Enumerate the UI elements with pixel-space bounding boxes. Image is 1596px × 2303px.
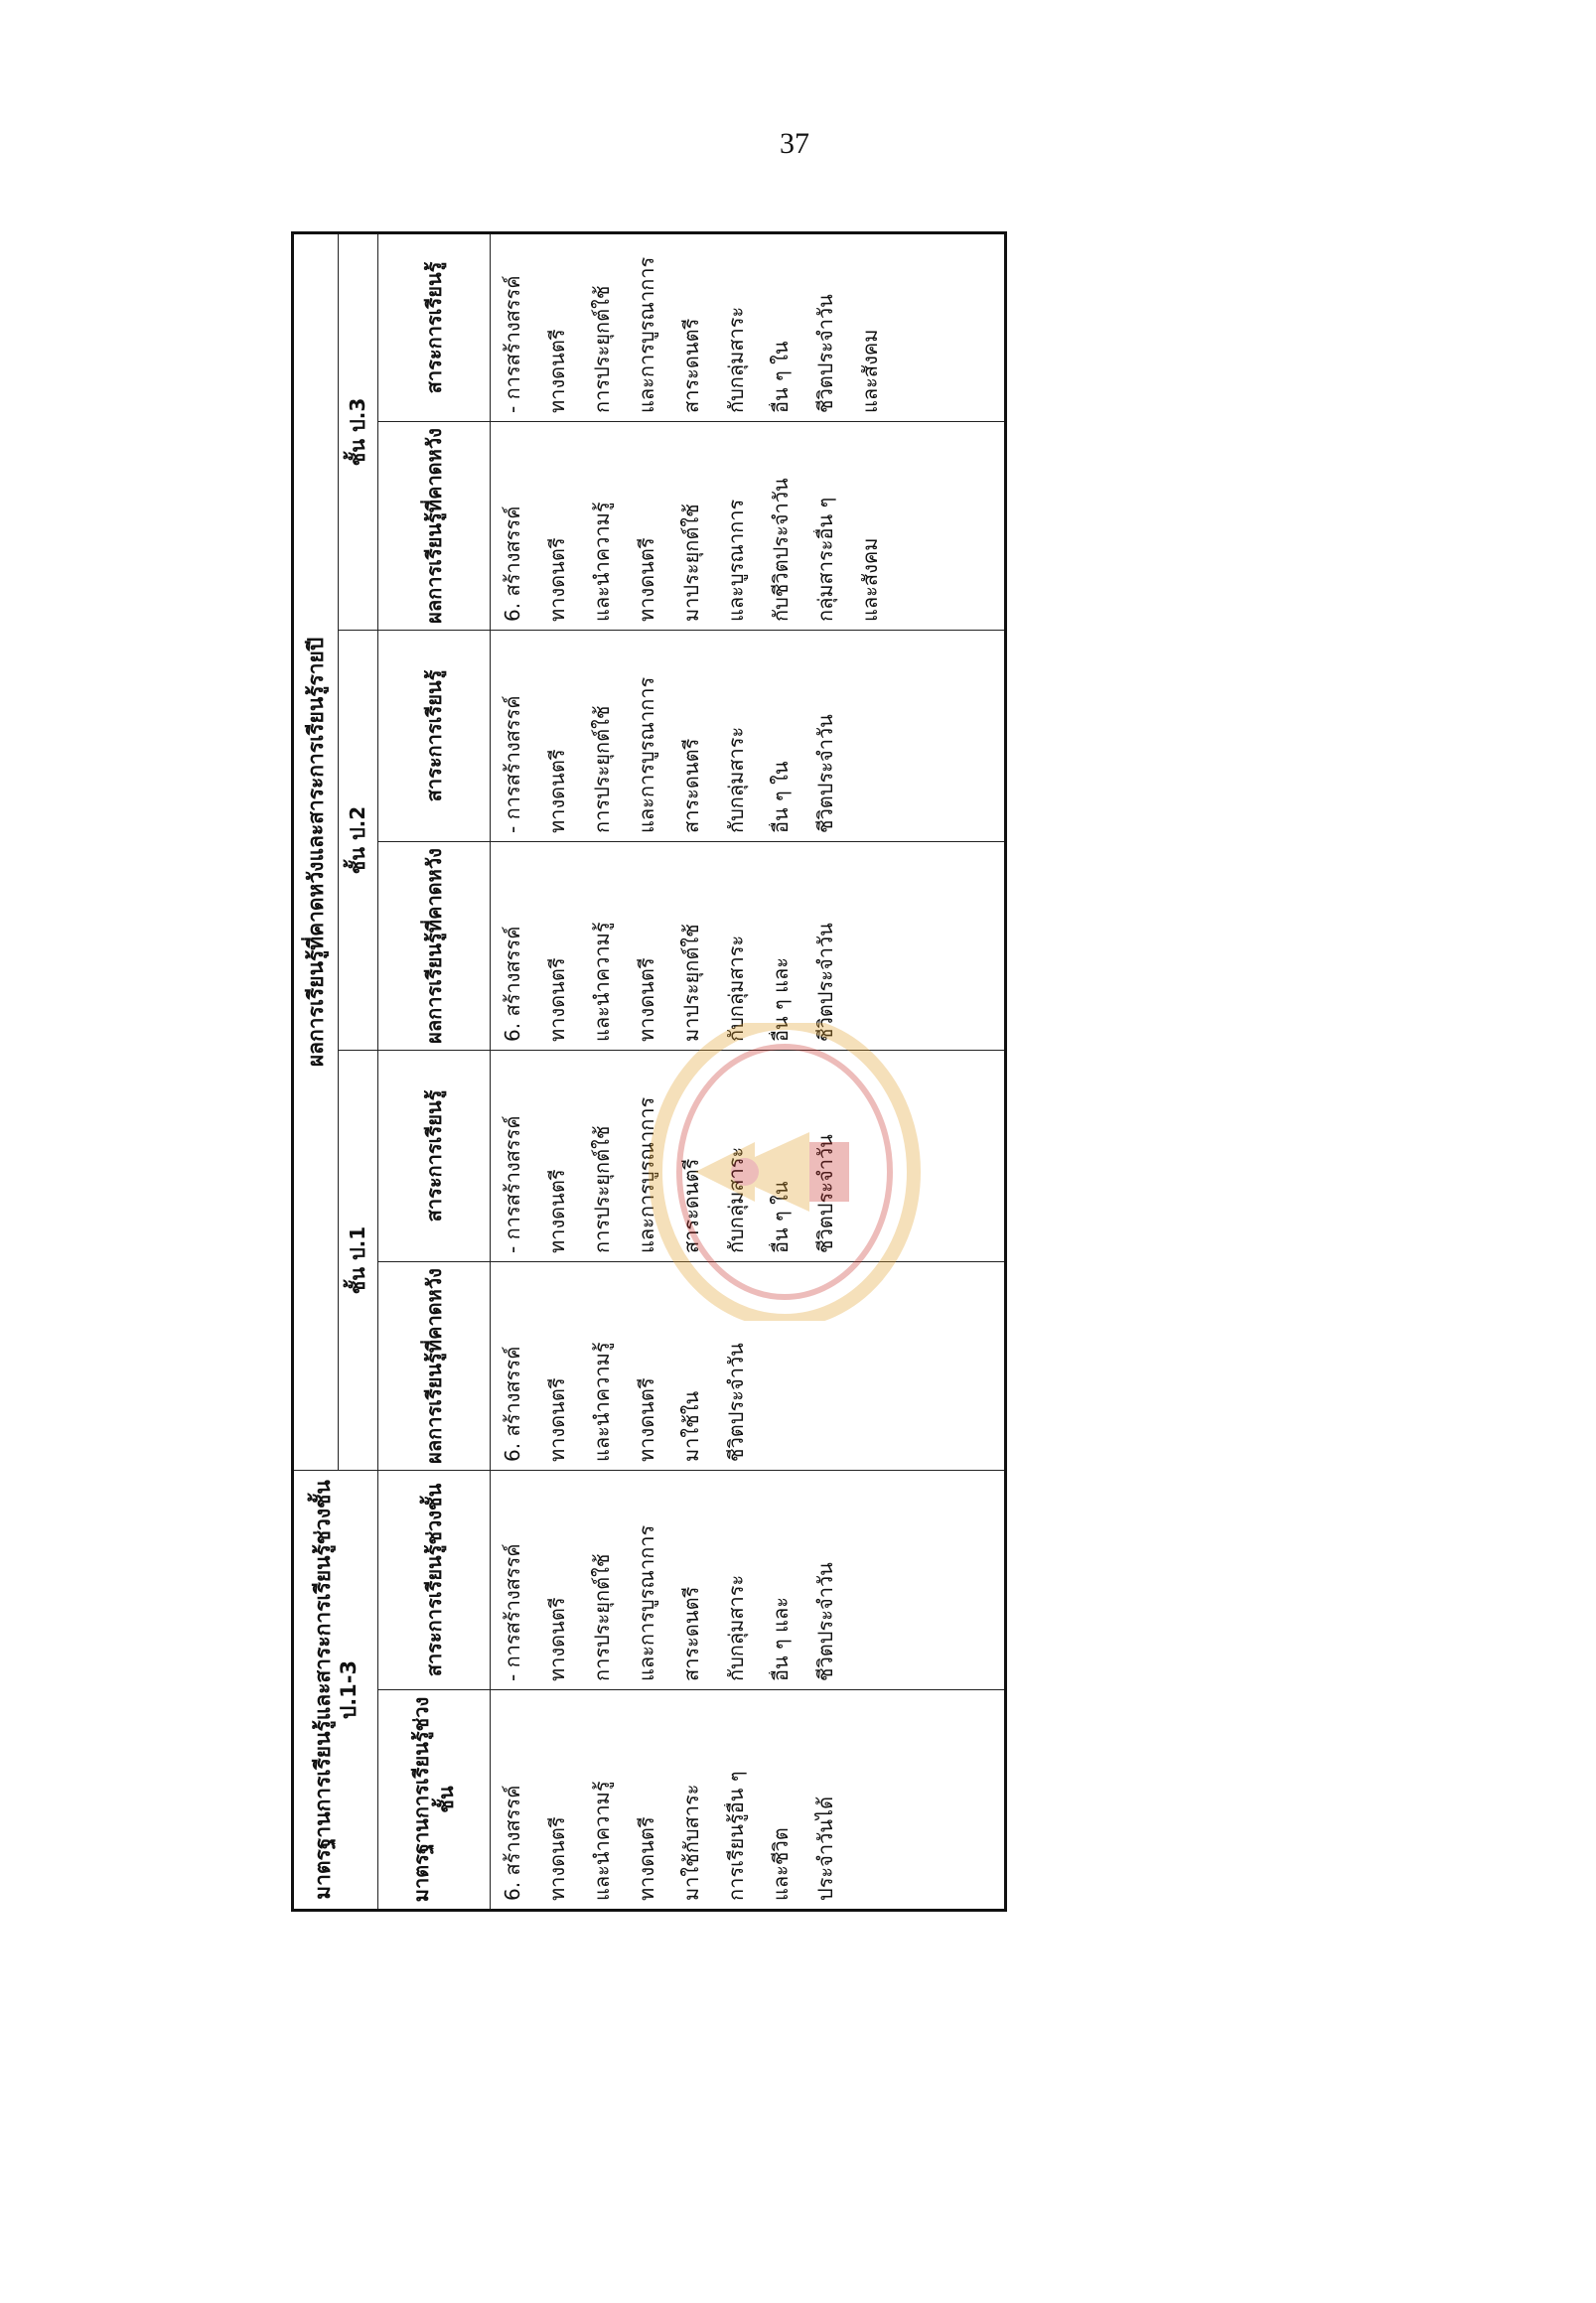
- page-number: 37: [780, 127, 809, 160]
- rotated-table-wrapper: [291, 234, 1004, 1912]
- cell-line: กับชีวิตประจำวัน: [769, 478, 793, 622]
- expected-outcome-cell: [491, 842, 1006, 1051]
- expected-outcome-cell: [491, 1262, 1006, 1471]
- cell-line: อื่น ๆ และ: [769, 1596, 793, 1681]
- cell-line: และการบูรณาการ: [635, 1524, 658, 1681]
- cell-line: สาระดนตรี: [679, 1586, 703, 1681]
- column-header: สาระการเรียนรู้ช่วงชั้น: [378, 1471, 491, 1690]
- cell-line: และสังคม: [858, 537, 882, 622]
- cell-line: ทางดนตรี: [635, 1377, 658, 1462]
- cell-line: และการบูรณาการ: [635, 1096, 658, 1253]
- cell-line: และนำความรู้: [590, 922, 614, 1042]
- cell-line: การประยุกต์ใช้: [590, 1125, 614, 1253]
- cell-line: และนำความรู้: [590, 502, 614, 622]
- cell-line: อื่น ๆ และ: [769, 956, 793, 1042]
- cell-line: การเรียนรู้อื่น ๆ: [724, 1771, 748, 1901]
- cell-line: อื่น ๆ ใน: [769, 341, 793, 413]
- cell-line: การประยุกต์ใช้: [590, 285, 614, 413]
- grade-header-p1: ชั้น ป.1: [339, 1051, 378, 1471]
- cell-line: - การสร้างสรรค์: [501, 1479, 545, 1681]
- cell-line: - การสร้างสรรค์: [501, 242, 545, 413]
- cell-line: กับกลุ่มสาระ: [724, 306, 748, 413]
- cell-line: สาระดนตรี: [679, 738, 703, 833]
- cell-line: มาใช้กับสาระ: [679, 1784, 703, 1901]
- cell-line: - การสร้างสรรค์: [501, 1059, 545, 1253]
- grade-header-p2: ชั้น ป.2: [339, 631, 378, 1051]
- cell-line: ชีวิตประจำวัน: [813, 923, 837, 1042]
- standards-group-header: มาตรฐานการเรียนรู้และสาระการเรียนรู้ช่วงชั้น ป.1-3: [293, 1471, 378, 1911]
- cell-line: ประจำวันได้: [813, 1796, 837, 1901]
- cell-line: ทางดนตรี: [545, 1597, 569, 1681]
- cell-line: ทางดนตรี: [545, 749, 569, 833]
- cell-line: กลุ่มสาระอื่น ๆ: [813, 497, 837, 622]
- cell-line: ชีวิตประจำวัน: [724, 1343, 748, 1462]
- content-cell: [491, 1471, 1006, 1690]
- cell-line: กับกลุ่มสาระ: [724, 1574, 748, 1681]
- cell-line: และการบูรณาการ: [635, 256, 658, 413]
- cell-line: 6. สร้างสรรค์: [501, 926, 524, 1042]
- column-header: สาระการเรียนรู้: [378, 232, 491, 421]
- column-header: สาระการเรียนรู้: [378, 1051, 491, 1262]
- cell-line: ทางดนตรี: [545, 957, 569, 1042]
- cell-line: กับกลุ่มสาระ: [724, 1146, 748, 1253]
- content-cell: [491, 631, 1006, 842]
- cell-line: ทางดนตรี: [545, 537, 569, 622]
- cell-line: และการบูรณาการ: [635, 676, 658, 833]
- cell-line: มาประยุกต์ใช้: [679, 924, 703, 1042]
- grade-header-p3: ชั้น ป.3: [339, 232, 378, 630]
- cell-line: กับกลุ่มสาระ: [724, 935, 748, 1042]
- cell-line: อื่น ๆ ใน: [769, 1181, 793, 1253]
- cell-line: ทางดนตรี: [635, 1816, 658, 1901]
- cell-line: การประยุกต์ใช้: [590, 705, 614, 833]
- cell-line: การประยุกต์ใช้: [590, 1553, 614, 1681]
- standard-cell: [491, 1690, 1006, 1911]
- cell-line: ชีวิตประจำวัน: [813, 294, 837, 413]
- cell-line: 6. สร้างสรรค์: [501, 1346, 524, 1462]
- expected-outcome-cell: [491, 422, 1006, 631]
- cell-line: ทางดนตรี: [545, 1816, 569, 1901]
- cell-line: สาระดนตรี: [679, 1158, 703, 1253]
- column-header: ผลการเรียนรู้ที่คาดหวัง: [378, 842, 491, 1051]
- cell-line: และชีวิต: [769, 1827, 793, 1901]
- curriculum-table: [291, 231, 1007, 1912]
- cell-line: กับกลุ่มสาระ: [724, 726, 748, 833]
- content-cell: [491, 1051, 1006, 1262]
- content-cell: [491, 232, 1006, 421]
- cell-line: สาระดนตรี: [679, 318, 703, 413]
- cell-line: อื่น ๆ ใน: [769, 761, 793, 833]
- cell-line: มาใช้ใน: [679, 1390, 703, 1462]
- cell-line: ทางดนตรี: [635, 957, 658, 1042]
- cell-line: 6. สร้างสรรค์: [501, 505, 524, 622]
- cell-line: 6. สร้างสรรค์: [501, 1785, 524, 1901]
- column-header: ผลการเรียนรู้ที่คาดหวัง: [378, 1262, 491, 1471]
- cell-line: ชีวิตประจำวัน: [813, 714, 837, 833]
- column-header: สาระการเรียนรู้: [378, 631, 491, 842]
- cell-line: มาประยุกต์ใช้: [679, 504, 703, 622]
- cell-line: ทางดนตรี: [545, 329, 569, 413]
- cell-line: ทางดนตรี: [545, 1169, 569, 1253]
- cell-line: และนำความรู้: [590, 1342, 614, 1462]
- cell-line: และสังคม: [858, 329, 882, 413]
- column-header: มาตรฐานการเรียนรู้ช่วงชั้น: [378, 1690, 491, 1911]
- cell-line: ทางดนตรี: [545, 1377, 569, 1462]
- cell-line: และบูรณาการ: [724, 499, 748, 622]
- cell-line: และนำความรู้: [590, 1781, 614, 1901]
- cell-line: ชีวิตประจำวัน: [813, 1134, 837, 1253]
- column-header: ผลการเรียนรู้ที่คาดหวัง: [378, 422, 491, 631]
- cell-line: ทางดนตรี: [635, 537, 658, 622]
- cell-line: - การสร้างสรรค์: [501, 639, 545, 833]
- yearly-group-header: ผลการเรียนรู้ที่คาดหวังและสาระการเรียนรู้รายปี: [293, 232, 339, 1470]
- cell-line: ชีวิตประจำวัน: [813, 1562, 837, 1681]
